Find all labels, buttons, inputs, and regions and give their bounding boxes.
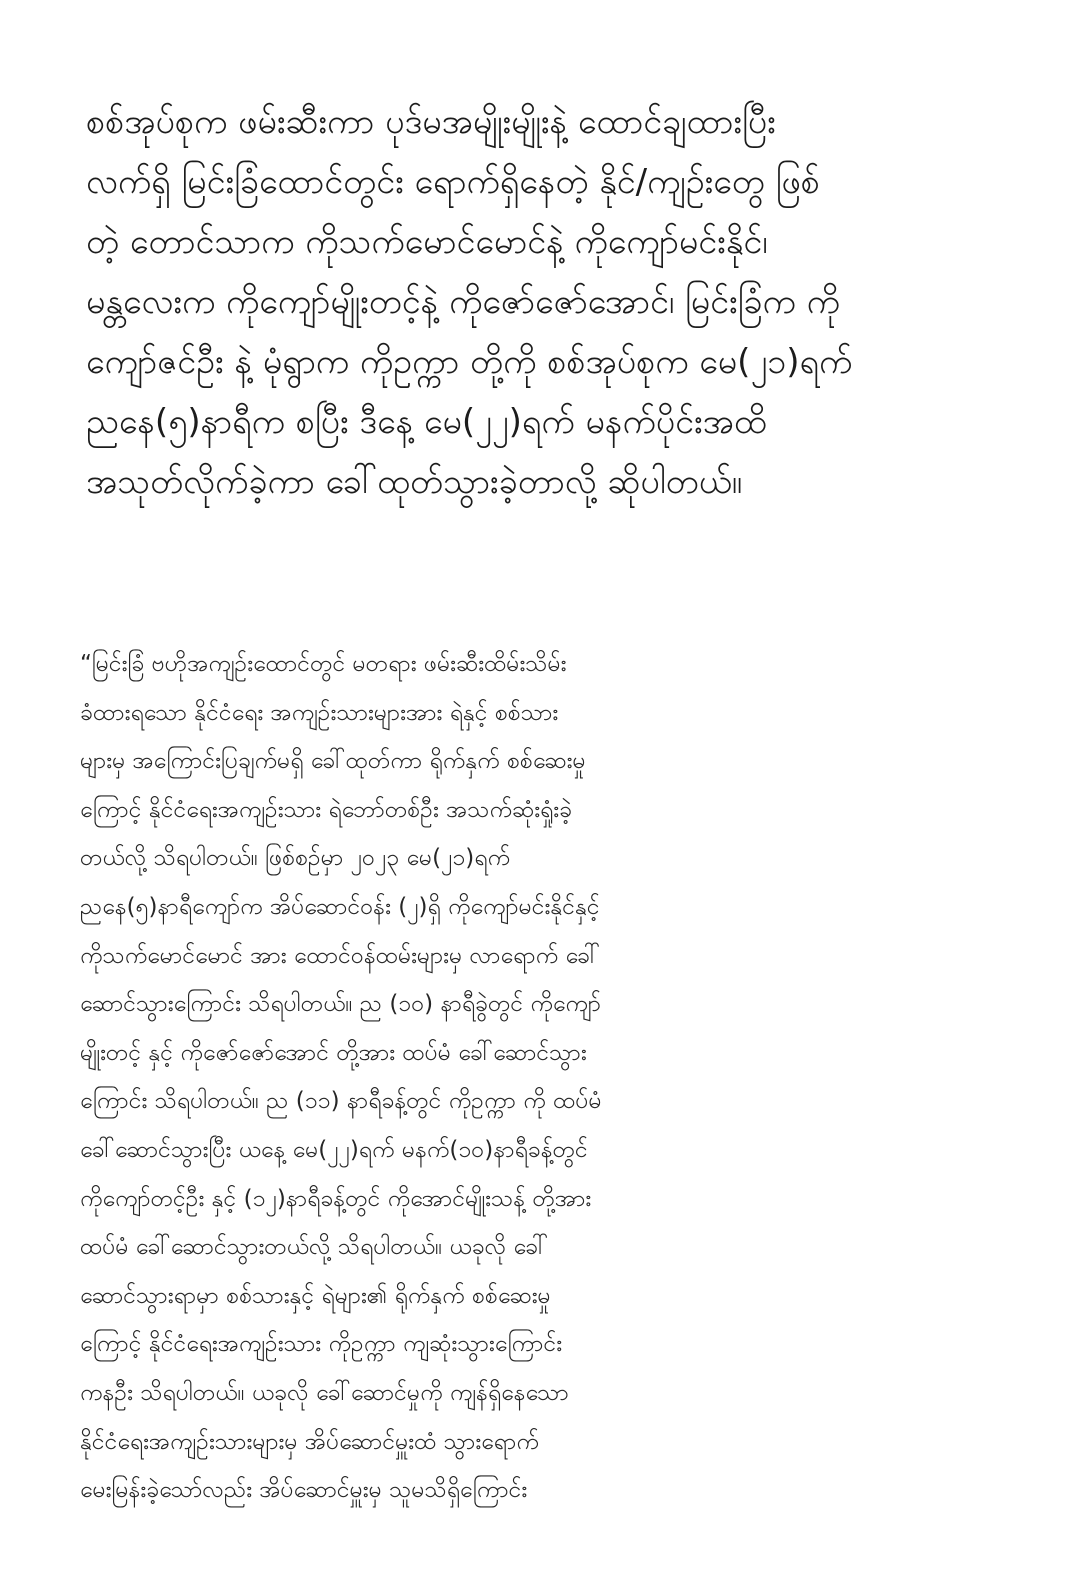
quote-line: မေးမြန်းခဲ့သော်လည်း အိပ်ဆောင်မှူးမှ သူမသိရှိကြောင်း: [80, 1477, 528, 1504]
lead-line: တဲ့ တောင်သာက ကိုသက်မောင်မောင်နဲ့ ကိုကျော်မင်းနိုင်၊: [86, 222, 768, 262]
lead-paragraph: [86, 92, 1006, 512]
lead-line: မန္တလေးက ကိုကျော်မျိုးတင့်နဲ့ ကိုဇော်ဇော်အောင်၊ မြင်းခြံက ကို: [86, 282, 840, 322]
quote-line: ကိုသက်မောင်မောင် အား ထောင်ဝန်ထမ်းများမှ လာရောက် ခေါ်: [80, 942, 601, 969]
quote-line: ဆောင်သွားရာမှာ စစ်သားနှင့် ရဲများ၏ ရိုက်နှက် စစ်ဆေးမှု: [80, 1282, 551, 1309]
quote-line: ဆောင်သွားကြောင်း သိရပါတယ်။ ည (၁၀) နာရီခွဲတွင် ကိုကျော်: [80, 991, 602, 1018]
lead-line: အသုတ်လိုက်ခဲ့ကာ ခေါ်ထုတ်သွားခဲ့တာလို့ ဆိုပါတယ်။: [86, 462, 742, 502]
quote-line: “မြင်းခြံ ဗဟိုအကျဉ်းထောင်တွင် မတရား ဖမ်းဆီးထိမ်းသိမ်း: [80, 651, 567, 677]
quote-line: မျိုးတင့် နှင့် ကိုဇော်ဇော်အောင် တို့အား ထပ်မံ ခေါ်ဆောင်သွား: [80, 1039, 587, 1066]
quote-line: ညနေ(၅)နာရီကျော်က အိပ်ဆောင်ဝန်း (၂)ရှိ ကိုကျော်မင်းနိုင်နှင့်: [80, 893, 600, 920]
quote-paragraph: [80, 640, 1000, 1515]
quote-line: ထပ်မံ ခေါ်ဆောင်သွားတယ်လို့ သိရပါတယ်။ ယခုလို ခေါ်: [80, 1234, 549, 1261]
quote-line: များမှ အကြောင်းပြချက်မရှိ ခေါ်ထုတ်ကာ ရိုက်နှက် စစ်ဆေးမှု: [80, 748, 586, 775]
lead-line: ကျော်ဇင်ဦး နဲ့ မုံရွာက ကိုဥက္ကာ တို့ကို စစ်အုပ်စုက မေ(၂၁)ရက်: [86, 342, 853, 382]
quote-line: ကြောင့် နိုင်ငံရေးအကျဉ်းသား ကိုဥက္ကာ ကျဆုံးသွားကြောင်း: [80, 1331, 563, 1358]
quote-line: နိုင်ငံရေးအကျဉ်းသားများမှ အိပ်ဆောင်မှူးထံ သွားရောက်: [80, 1428, 539, 1455]
lead-line: ညနေ(၅)နာရီက စပြီး ဒီနေ့ မေ(၂၂)ရက် မနက်ပိုင်းအထိ: [86, 402, 767, 442]
quote-line: ခေါ်ဆောင်သွားပြီး ယနေ့ မေ(၂၂)ရက် မနက်(၁၀)နာရီခန့်တွင်: [80, 1136, 588, 1163]
quote-line: တယ်လို့ သိရပါတယ်။ ဖြစ်စဉ်မှာ ၂၀၂၃ မေ(၂၁)ရက်: [80, 845, 510, 872]
quote-line: ကြောင့် နိုင်ငံရေးအကျဉ်းသား ရဲဘော်တစ်ဦး အသက်ဆုံးရှုံးခဲ့: [80, 796, 573, 823]
lead-line: စစ်အုပ်စုက ဖမ်းဆီးကာ ပုဒ်မအမျိုးမျိုးနဲ့ ထောင်ချထားပြီး: [86, 102, 776, 142]
quote-line: ကိုကျော်တင့်ဦး နှင့် (၁၂)နာရီခန့်တွင် ကိုအောင်မျိုးသန့် တို့အား: [80, 1185, 592, 1212]
quote-line: ကြောင်း သိရပါတယ်။ ည (၁၁) နာရီခန့်တွင် ကိုဥက္ကာ ကို ထပ်မံ: [80, 1088, 602, 1115]
quote-line: ကနဦး သိရပါတယ်။ ယခုလို ခေါ်ဆောင်မှုကို ကျန်ရှိနေသော: [80, 1379, 569, 1406]
lead-line: လက်ရှိ မြင်းခြံထောင်တွင်း ရောက်ရှိနေတဲ့ နိုင်/ကျဉ်းတွေ ဖြစ်: [86, 162, 820, 202]
quote-line: ခံထားရသော နိုင်ငံရေး အကျဉ်းသားများအား ရဲနှင့် စစ်သား: [80, 699, 559, 726]
